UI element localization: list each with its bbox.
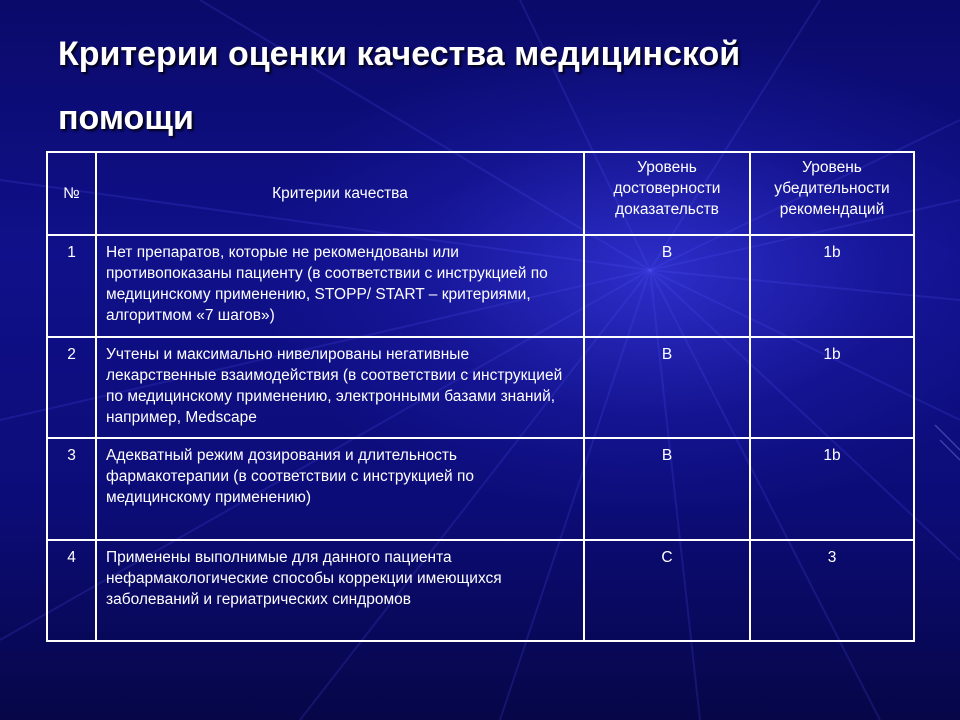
row-number: 4 <box>47 540 96 641</box>
row-number: 1 <box>47 235 96 337</box>
header-number: № <box>47 152 96 235</box>
criteria-table <box>46 151 915 642</box>
row-number: 2 <box>47 337 96 438</box>
row-recommendation-level: 1b <box>750 235 914 337</box>
row-evidence-level: B <box>584 438 750 540</box>
row-criterion: Применены выполнимые для данного пациента нефармакологические способы коррекции имеющихся заболеваний и гериатрических синдромов <box>96 540 584 641</box>
slide-title-line-1: Критерии оценки качества медицинской <box>58 35 741 73</box>
row-evidence-level: C <box>584 540 750 641</box>
table-row <box>47 235 914 337</box>
header-evidence-level: Уровень достоверности доказательств <box>584 152 750 235</box>
row-recommendation-level: 1b <box>750 337 914 438</box>
row-criterion: Нет препаратов, которые не рекомендованы или противопоказаны пациенту (в соответствии с инструкцией по медицинскому применению, STOPP/ START – критериями, алгоритмом «7 шагов») <box>96 235 584 337</box>
row-criterion: Учтены и максимально нивелированы негативные лекарственные взаимодействия (в соответствии с инструкцией по медицинскому применению, электронными базами знаний, например, Medscape <box>96 337 584 438</box>
slide-title-line-2: помощи <box>58 99 194 137</box>
table-row <box>47 337 914 438</box>
header-recommendation-level: Уровень убедительности рекомендаций <box>750 152 914 235</box>
row-number: 3 <box>47 438 96 540</box>
slide-title <box>58 22 858 150</box>
row-criterion: Адекватный режим дозирования и длительность фармакотерапии (в соответствии с инструкцией по медицинскому применению) <box>96 438 584 540</box>
header-criteria: Критерии качества <box>96 152 584 235</box>
table-row <box>47 540 914 641</box>
row-recommendation-level: 3 <box>750 540 914 641</box>
row-evidence-level: B <box>584 235 750 337</box>
row-recommendation-level: 1b <box>750 438 914 540</box>
table-row <box>47 438 914 540</box>
table-header-row <box>47 152 914 235</box>
row-evidence-level: B <box>584 337 750 438</box>
